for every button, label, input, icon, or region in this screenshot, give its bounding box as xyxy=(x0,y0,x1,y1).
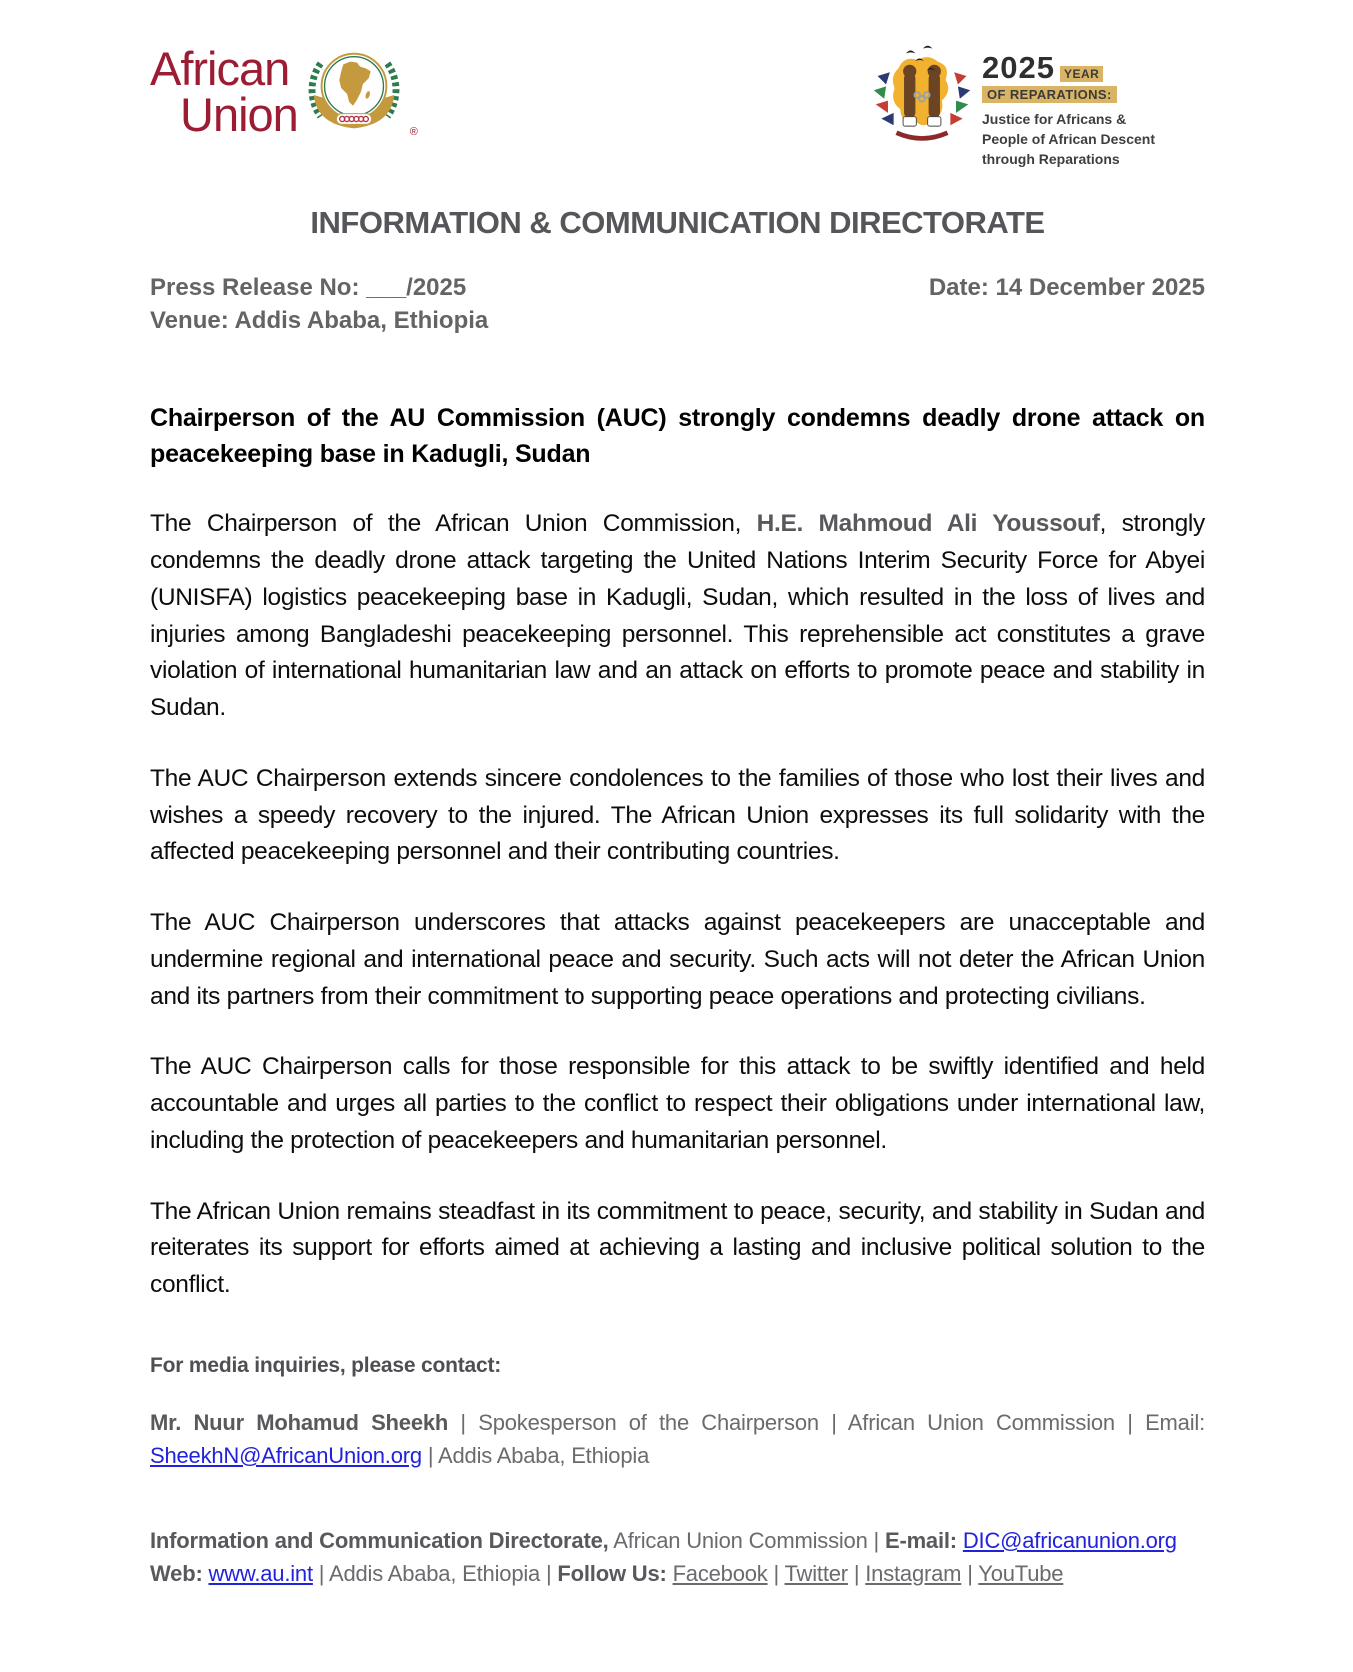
release-meta xyxy=(150,271,1205,338)
footer-separator: | xyxy=(847,1560,866,1586)
au-trademark: ® xyxy=(409,126,418,138)
footer-web-label: Web: xyxy=(150,1560,209,1586)
paragraph-1-lead: The Chairperson of the African Union Commission, xyxy=(150,510,757,538)
directorate-email-link[interactable]: DIC@africanunion.org xyxy=(962,1527,1177,1553)
twitter-link[interactable]: Twitter xyxy=(784,1560,848,1586)
paragraph-2: The AUC Chairperson extends sincere condolences to the families of those who lost their lives and wishes a speedy recovery to the injured. The African Union expresses its full solidarity with the affected peacekeeping personnel and their contributing countries. xyxy=(150,764,1205,866)
follow-us-label: Follow Us: xyxy=(557,1560,673,1586)
reparations-tagline-1: Justice for Africans & xyxy=(982,111,1127,127)
footer-block xyxy=(150,1524,1205,1590)
reparations-text xyxy=(982,42,1155,169)
paragraph-3: The AUC Chairperson underscores that attacks against peacekeepers are unacceptable and undermine regional and international peace and security. Such acts will not deter the African Union and its partners from their commitment to supporting peace operations and protecting civilians. xyxy=(150,909,1205,1010)
reparations-year: 2025 xyxy=(982,50,1055,85)
spokesperson-location: | Addis Ababa, Ethiopia xyxy=(421,1442,650,1468)
footer-directorate: Information and Communication Directorate, xyxy=(150,1527,609,1553)
footer-separator: | xyxy=(961,1560,979,1586)
au-emblem-icon xyxy=(300,38,408,146)
release-meta-left xyxy=(150,271,488,338)
youtube-link[interactable]: YouTube xyxy=(978,1560,1064,1586)
footer-commission: African Union Commission | xyxy=(608,1527,885,1553)
headline: Chairperson of the AU Commission (AUC) strongly condemns deadly drone attack on peacekeeping base in Kadugli, Sudan xyxy=(150,403,1205,468)
spokesperson-role: | Spokesperson of the Chairperson | African Union Commission | Email: xyxy=(448,1409,1205,1435)
release-date: Date: 14 December 2025 xyxy=(928,273,1205,301)
reparations-logo xyxy=(870,42,1155,169)
facebook-link[interactable]: Facebook xyxy=(672,1560,768,1586)
reparations-tagline-2: People of African Descent xyxy=(982,131,1155,148)
reparations-subtitle: OF REPARATIONS: xyxy=(982,86,1117,103)
au-wordmark xyxy=(150,42,298,141)
footer-location: | Addis Ababa, Ethiopia | xyxy=(312,1560,558,1586)
footer-email-label: E-mail: xyxy=(884,1527,963,1553)
directorate-title: INFORMATION & COMMUNICATION DIRECTORATE xyxy=(310,204,1045,240)
au-wordmark-line1: African xyxy=(150,42,290,96)
spokesperson-contact-line xyxy=(150,1406,1205,1472)
footer-separator: | xyxy=(767,1560,785,1586)
reparations-year-label: YEAR xyxy=(1060,66,1103,82)
venue: Venue: Addis Ababa, Ethiopia xyxy=(150,307,489,335)
african-union-logo xyxy=(150,38,418,146)
spokesperson-name: Mr. Nuur Mohamud Sheekh xyxy=(150,1409,449,1435)
paragraph-4: The AUC Chairperson calls for those responsible for this attack to be swiftly identified and held accountable and urges all parties to the conflict to respect their obligations under international law, including the protection of peacekeepers and humanitarian personnel. xyxy=(150,1053,1205,1154)
press-release-number: Press Release No: ___/2025 xyxy=(150,273,467,301)
masthead xyxy=(150,38,1205,169)
paragraph-1-rest: , strongly condemns the deadly drone attack targeting the United Nations Interim Security Force for Abyei (UNISFA) logistics peacekeeping base in Kadugli, Sudan, which resulted in the loss of lives and injuries among Bangladeshi peacekeeping personnel. This reprehensible act constitutes a grave violation of international humanitarian law and an attack on efforts to promote peace and stability in Sudan. xyxy=(150,510,1205,721)
spokesperson-email-link[interactable]: SheekhN@AfricanUnion.org xyxy=(150,1442,422,1468)
website-link[interactable]: www.au.int xyxy=(208,1560,313,1586)
paragraph-5: The African Union remains steadfast in its commitment to peace, security, and stability in Sudan and reiterates its support for efforts aimed at achieving a lasting and inclusive political solution to the conflict. xyxy=(150,1197,1205,1298)
reparations-tagline-3: through Reparations xyxy=(982,151,1120,168)
media-inquiries-label: For media inquiries, please contact: xyxy=(150,1353,502,1377)
chairperson-name: H.E. Mahmoud Ali Youssouf xyxy=(756,510,1100,538)
au-wordmark-line2: Union xyxy=(180,88,298,141)
reparations-emblem-icon xyxy=(870,42,974,146)
paragraph-1 xyxy=(150,506,1205,727)
instagram-link[interactable]: Instagram xyxy=(865,1560,962,1586)
